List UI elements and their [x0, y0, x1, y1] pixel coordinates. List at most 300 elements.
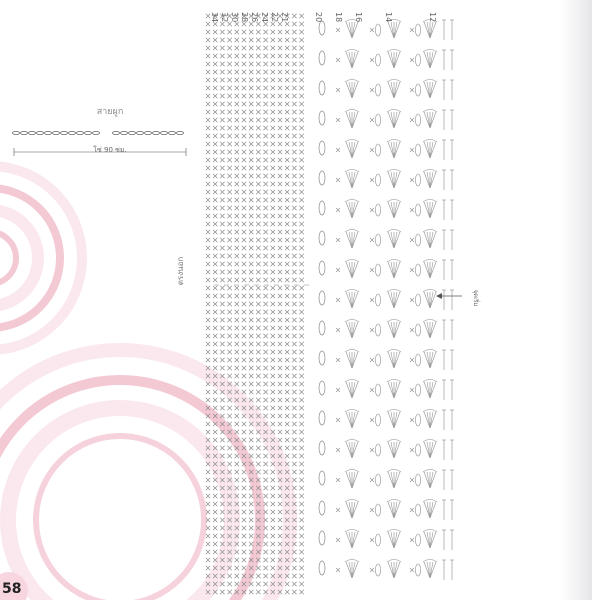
single-crochet-symbol: [410, 478, 414, 482]
row-number-labels: [210, 12, 437, 22]
shell-stitch-symbol: [346, 502, 352, 518]
single-crochet-symbol: [292, 94, 296, 98]
single-crochet-symbol: [235, 334, 239, 338]
start-arrow-head-icon: [436, 293, 442, 299]
single-crochet-symbol: [206, 22, 210, 26]
single-crochet-symbol: [299, 166, 303, 170]
single-crochet-symbol: [370, 208, 374, 212]
single-crochet-symbol: [271, 502, 275, 506]
single-crochet-symbol: [292, 478, 296, 482]
single-crochet-symbol: [263, 46, 267, 50]
single-crochet-symbol: [256, 22, 260, 26]
single-crochet-symbol: [299, 174, 303, 178]
shell-stitch-symbol: [391, 112, 394, 128]
single-crochet-symbol: [227, 158, 231, 162]
single-crochet-symbol: [213, 174, 217, 178]
single-crochet-symbol: [227, 46, 231, 50]
shell-stitch-symbol: [427, 292, 430, 308]
shell-top-symbol: [387, 230, 401, 233]
shell-stitch-symbol: [391, 322, 394, 338]
shell-top-symbol: [423, 170, 437, 173]
single-crochet-symbol: [278, 422, 282, 426]
single-crochet-symbol: [227, 142, 231, 146]
single-crochet-symbol: [220, 294, 224, 298]
single-crochet-symbol: [278, 38, 282, 42]
single-crochet-symbol: [235, 462, 239, 466]
single-crochet-symbol: [285, 398, 289, 402]
single-crochet-symbol: [256, 78, 260, 82]
shell-stitch-symbol: [394, 202, 397, 218]
single-crochet-symbol: [278, 390, 282, 394]
single-crochet-symbol: [256, 358, 260, 362]
single-crochet-symbol: [299, 590, 303, 594]
chain-loop-symbol: [415, 474, 420, 486]
single-crochet-symbol: [278, 302, 282, 306]
single-crochet-symbol: [227, 70, 231, 74]
single-crochet-symbol: [235, 110, 239, 114]
single-crochet-symbol: [292, 126, 296, 130]
shell-stitch-symbol: [394, 172, 397, 188]
single-crochet-symbol: [249, 190, 253, 194]
shell-stitch-symbol: [391, 442, 394, 458]
single-crochet-symbol: [263, 318, 267, 322]
shell-stitch-symbol: [346, 232, 352, 248]
single-crochet-symbol: [299, 430, 303, 434]
single-crochet-symbol: [299, 54, 303, 58]
single-crochet-symbol: [278, 502, 282, 506]
chain-loop-symbol: [375, 204, 380, 216]
shell-stitch-symbol: [391, 382, 394, 398]
shell-stitch-symbol: [430, 412, 436, 428]
single-crochet-symbol: [278, 398, 282, 402]
shell-stitch-symbol: [424, 532, 430, 548]
single-crochet-symbol: [249, 534, 253, 538]
chain-loop-symbol: [319, 261, 325, 275]
shell-stitch-symbol: [424, 562, 430, 578]
single-crochet-symbol: [278, 70, 282, 74]
single-crochet-symbol: [263, 486, 267, 490]
row-number: 21: [280, 12, 289, 23]
single-crochet-symbol: [299, 542, 303, 546]
single-crochet-symbol: [256, 310, 260, 314]
single-crochet-symbol: [336, 388, 340, 392]
single-crochet-symbol: [213, 94, 217, 98]
shell-top-symbol: [345, 200, 359, 203]
single-crochet-symbol: [256, 182, 260, 186]
single-crochet-symbol: [227, 262, 231, 266]
single-crochet-symbol: [292, 246, 296, 250]
chain-stitch: [160, 131, 167, 134]
single-crochet-symbol: [271, 62, 275, 66]
shell-stitch-symbol: [349, 112, 352, 128]
single-crochet-symbol: [278, 30, 282, 34]
single-crochet-symbol: [263, 110, 267, 114]
single-crochet-symbol: [285, 366, 289, 370]
single-crochet-symbol: [263, 470, 267, 474]
single-crochet-symbol: [206, 478, 210, 482]
single-crochet-symbol: [206, 206, 210, 210]
single-crochet-symbol: [292, 230, 296, 234]
shell-stitch-symbol: [388, 52, 394, 68]
shell-stitch-symbol: [388, 202, 394, 218]
shell-stitch-symbol: [352, 202, 358, 218]
shell-stitch-symbol: [394, 112, 400, 128]
shell-stitch-symbol: [349, 382, 352, 398]
single-crochet-symbol: [263, 30, 267, 34]
single-crochet-symbol: [227, 126, 231, 130]
shell-stitch-symbol: [391, 232, 394, 248]
shell-stitch-symbol: [430, 532, 436, 548]
single-crochet-symbol: [285, 454, 289, 458]
single-crochet-symbol: [227, 350, 231, 354]
single-crochet-symbol: [242, 366, 246, 370]
single-crochet-symbol: [263, 262, 267, 266]
single-crochet-symbol: [220, 46, 224, 50]
single-crochet-symbol: [242, 390, 246, 394]
single-crochet-symbol: [235, 422, 239, 426]
shell-stitch-symbol: [427, 322, 430, 338]
single-crochet-symbol: [206, 278, 210, 282]
single-crochet-symbol: [227, 286, 231, 290]
single-crochet-symbol: [256, 110, 260, 114]
chain-stitch: [52, 131, 59, 134]
single-crochet-symbol: [299, 46, 303, 50]
shell-stitch-symbol: [388, 322, 394, 338]
shell-stitch-symbol: [352, 52, 355, 68]
single-crochet-symbol: [336, 208, 340, 212]
single-crochet-symbol: [285, 438, 289, 442]
single-crochet-symbol: [249, 286, 253, 290]
single-crochet-symbol: [213, 150, 217, 154]
shell-stitch-symbol: [427, 262, 430, 278]
single-crochet-symbol: [271, 526, 275, 530]
single-crochet-symbol: [206, 158, 210, 162]
single-crochet-symbol: [292, 342, 296, 346]
chain-loop-symbol: [319, 51, 325, 65]
row-number: 34: [210, 12, 219, 23]
shell-stitch-symbol: [391, 532, 394, 548]
single-crochet-symbol: [206, 86, 210, 90]
single-crochet-symbol: [256, 206, 260, 210]
single-crochet-symbol: [292, 222, 296, 226]
single-crochet-symbol: [263, 238, 267, 242]
shell-stitch-symbol: [349, 562, 352, 578]
single-crochet-symbol: [235, 126, 239, 130]
single-crochet-symbol: [292, 198, 296, 202]
single-crochet-symbol: [227, 182, 231, 186]
single-crochet-symbol: [285, 158, 289, 162]
chain-loop-symbol: [319, 141, 325, 155]
chain-loop-symbol: [375, 264, 380, 276]
single-crochet-symbol: [271, 54, 275, 58]
single-crochet-symbol: [263, 454, 267, 458]
single-crochet-symbol: [299, 270, 303, 274]
single-crochet-symbol: [242, 94, 246, 98]
single-crochet-symbol: [213, 134, 217, 138]
shell-stitch-symbol: [349, 292, 352, 308]
single-crochet-symbol: [285, 270, 289, 274]
shell-stitch-symbol: [352, 292, 355, 308]
single-crochet-symbol: [249, 438, 253, 442]
single-crochet-symbol: [256, 590, 260, 594]
shell-stitch-symbol: [430, 322, 436, 338]
single-crochet-symbol: [336, 238, 340, 242]
single-crochet-symbol: [285, 374, 289, 378]
shell-stitch-symbol: [346, 112, 352, 128]
single-crochet-symbol: [213, 534, 217, 538]
single-crochet-symbol: [285, 198, 289, 202]
single-crochet-symbol: [206, 174, 210, 178]
single-crochet-symbol: [292, 30, 296, 34]
single-crochet-symbol: [235, 118, 239, 122]
single-crochet-symbol: [206, 398, 210, 402]
chain-stitch: [84, 131, 91, 134]
chain-loop-symbol: [415, 384, 420, 396]
single-crochet-symbol: [249, 30, 253, 34]
single-crochet-symbol: [249, 126, 253, 130]
chain-loop-symbol: [415, 414, 420, 426]
single-crochet-symbol: [370, 58, 374, 62]
single-crochet-symbol: [256, 166, 260, 170]
single-crochet-symbol: [278, 214, 282, 218]
single-crochet-symbol: [220, 230, 224, 234]
single-crochet-symbol: [336, 268, 340, 272]
single-crochet-symbol: [299, 150, 303, 154]
single-crochet-symbol: [299, 558, 303, 562]
single-crochet-symbol: [278, 510, 282, 514]
single-crochet-symbol: [235, 158, 239, 162]
single-crochet-symbol: [263, 126, 267, 130]
shell-stitch-symbol: [394, 322, 397, 338]
single-crochet-symbol: [285, 342, 289, 346]
chain-loop-symbol: [375, 444, 380, 456]
shell-stitch-symbol: [352, 112, 358, 128]
single-crochet-symbol: [299, 158, 303, 162]
single-crochet-symbol: [299, 478, 303, 482]
chain-loop-symbol: [319, 21, 325, 35]
chain-loop-symbol: [319, 201, 325, 215]
single-crochet-symbol: [242, 526, 246, 530]
single-crochet-symbol: [227, 302, 231, 306]
single-crochet-symbol: [249, 510, 253, 514]
shell-stitch-symbol: [388, 232, 394, 248]
single-crochet-symbol: [271, 326, 275, 330]
single-crochet-symbol: [271, 566, 275, 570]
shell-top-symbol: [345, 260, 359, 263]
single-crochet-symbol: [278, 238, 282, 242]
single-crochet-symbol: [206, 326, 210, 330]
single-crochet-symbol: [263, 246, 267, 250]
single-crochet-symbol: [235, 190, 239, 194]
single-crochet-symbol: [256, 318, 260, 322]
single-crochet-symbol: [249, 270, 253, 274]
single-crochet-symbol: [285, 86, 289, 90]
shell-stitch-symbol: [394, 82, 400, 98]
single-crochet-symbol: [278, 318, 282, 322]
single-crochet-symbol: [292, 174, 296, 178]
single-crochet-symbol: [249, 390, 253, 394]
single-crochet-symbol: [271, 198, 275, 202]
single-crochet-symbol: [213, 214, 217, 218]
single-crochet-symbol: [256, 262, 260, 266]
shell-stitch-symbol: [394, 352, 400, 368]
shell-stitch-symbol: [352, 472, 358, 488]
single-crochet-symbol: [278, 206, 282, 210]
shell-stitch-symbol: [388, 112, 394, 128]
single-crochet-symbol: [263, 190, 267, 194]
single-crochet-symbol: [220, 270, 224, 274]
single-crochet-symbol: [292, 262, 296, 266]
single-crochet-symbol: [285, 94, 289, 98]
single-crochet-symbol: [299, 286, 303, 290]
single-crochet-symbol: [242, 422, 246, 426]
single-crochet-symbol: [213, 102, 217, 106]
chain-stitch: [176, 131, 183, 134]
chain-loop-symbol: [319, 471, 325, 485]
single-crochet-symbol: [271, 150, 275, 154]
shell-stitch-symbol: [346, 142, 352, 158]
single-crochet-symbol: [206, 54, 210, 58]
single-crochet-symbol: [271, 358, 275, 362]
shell-stitch-symbol: [388, 442, 394, 458]
single-crochet-symbol: [213, 270, 217, 274]
single-crochet-symbol: [235, 78, 239, 82]
single-crochet-symbol: [256, 326, 260, 330]
single-crochet-symbol: [213, 86, 217, 90]
single-crochet-symbol: [249, 78, 253, 82]
single-crochet-symbol: [278, 150, 282, 154]
single-crochet-symbol: [242, 262, 246, 266]
single-crochet-symbol: [336, 478, 340, 482]
single-crochet-symbol: [271, 238, 275, 242]
single-crochet-symbol: [292, 406, 296, 410]
single-crochet-symbol: [278, 166, 282, 170]
single-crochet-symbol: [271, 214, 275, 218]
single-crochet-symbol: [220, 518, 224, 522]
row-number: 28: [240, 12, 249, 23]
single-crochet-symbol: [263, 70, 267, 74]
single-crochet-symbol: [271, 414, 275, 418]
single-crochet-symbol: [299, 134, 303, 138]
single-crochet-symbol: [242, 286, 246, 290]
single-crochet-symbol: [227, 318, 231, 322]
single-crochet-symbol: [292, 70, 296, 74]
shell-stitch-symbol: [430, 262, 436, 278]
single-crochet-symbol: [271, 70, 275, 74]
single-crochet-symbol: [285, 30, 289, 34]
single-crochet-symbol: [336, 538, 340, 542]
single-crochet-symbol: [220, 54, 224, 58]
single-crochet-symbol: [213, 550, 217, 554]
single-crochet-symbol: [227, 198, 231, 202]
single-crochet-symbol: [271, 190, 275, 194]
single-crochet-symbol: [285, 214, 289, 218]
single-crochet-symbol: [227, 590, 231, 594]
single-crochet-symbol: [220, 326, 224, 330]
single-crochet-symbol: [285, 582, 289, 586]
single-crochet-symbol: [285, 358, 289, 362]
single-crochet-symbol: [256, 334, 260, 338]
single-crochet-symbol: [299, 574, 303, 578]
single-crochet-symbol: [256, 286, 260, 290]
single-crochet-symbol: [292, 278, 296, 282]
row-number: 14: [384, 12, 393, 23]
chain-loop-symbol: [415, 354, 420, 366]
single-crochet-symbol: [278, 118, 282, 122]
single-crochet-symbol: [256, 446, 260, 450]
shell-stitch-symbol: [388, 172, 394, 188]
upper-rings-decoration: [0, 166, 82, 350]
single-crochet-symbol: [249, 166, 253, 170]
single-crochet-symbol: [249, 238, 253, 242]
single-crochet-symbol: [292, 238, 296, 242]
chain-loop-symbol: [375, 54, 380, 66]
shell-stitch-symbol: [346, 202, 352, 218]
shell-top-symbol: [387, 110, 401, 113]
single-crochet-symbol: [299, 334, 303, 338]
shell-stitch-symbol: [430, 502, 436, 518]
single-crochet-symbol: [370, 268, 374, 272]
single-crochet-symbol: [227, 406, 231, 410]
shell-stitch-symbol: [430, 412, 433, 428]
single-crochet-symbol: [292, 78, 296, 82]
shell-stitch-symbol: [430, 142, 436, 158]
single-crochet-symbol: [263, 582, 267, 586]
single-crochet-symbol: [285, 590, 289, 594]
single-crochet-symbol: [220, 118, 224, 122]
single-crochet-symbol: [292, 142, 296, 146]
shell-stitch-symbol: [427, 82, 430, 98]
single-crochet-symbol: [292, 158, 296, 162]
single-crochet-symbol: [220, 78, 224, 82]
single-crochet-symbol: [220, 358, 224, 362]
single-crochet-symbol: [278, 230, 282, 234]
single-crochet-symbol: [285, 430, 289, 434]
single-crochet-symbol: [227, 310, 231, 314]
single-crochet-symbol: [299, 102, 303, 106]
single-crochet-symbol: [206, 310, 210, 314]
single-crochet-symbol: [271, 134, 275, 138]
shell-stitch-symbol: [391, 292, 394, 308]
single-crochet-symbol: [299, 94, 303, 98]
single-crochet-symbol: [227, 150, 231, 154]
single-crochet-symbol: [292, 326, 296, 330]
single-crochet-symbol: [263, 94, 267, 98]
shell-stitch-symbol: [352, 412, 355, 428]
single-crochet-symbol: [299, 406, 303, 410]
shell-top-symbol: [387, 530, 401, 533]
shell-stitch-symbol: [394, 352, 397, 368]
shell-stitch-symbol: [352, 112, 355, 128]
single-crochet-symbol: [206, 254, 210, 258]
single-crochet-symbol: [235, 478, 239, 482]
shell-top-symbol: [387, 560, 401, 563]
single-crochet-symbol: [220, 86, 224, 90]
single-crochet-symbol: [271, 94, 275, 98]
single-crochet-symbol: [271, 294, 275, 298]
single-crochet-symbol: [292, 390, 296, 394]
single-crochet-symbol: [336, 88, 340, 92]
shell-top-symbol: [387, 410, 401, 413]
single-crochet-symbol: [278, 78, 282, 82]
shell-top-symbol: [387, 350, 401, 353]
single-crochet-symbol: [249, 590, 253, 594]
single-crochet-symbol: [263, 150, 267, 154]
single-crochet-symbol: [227, 38, 231, 42]
single-crochet-symbol: [213, 190, 217, 194]
shell-stitch-symbol: [424, 502, 430, 518]
single-crochet-symbol: [206, 470, 210, 474]
